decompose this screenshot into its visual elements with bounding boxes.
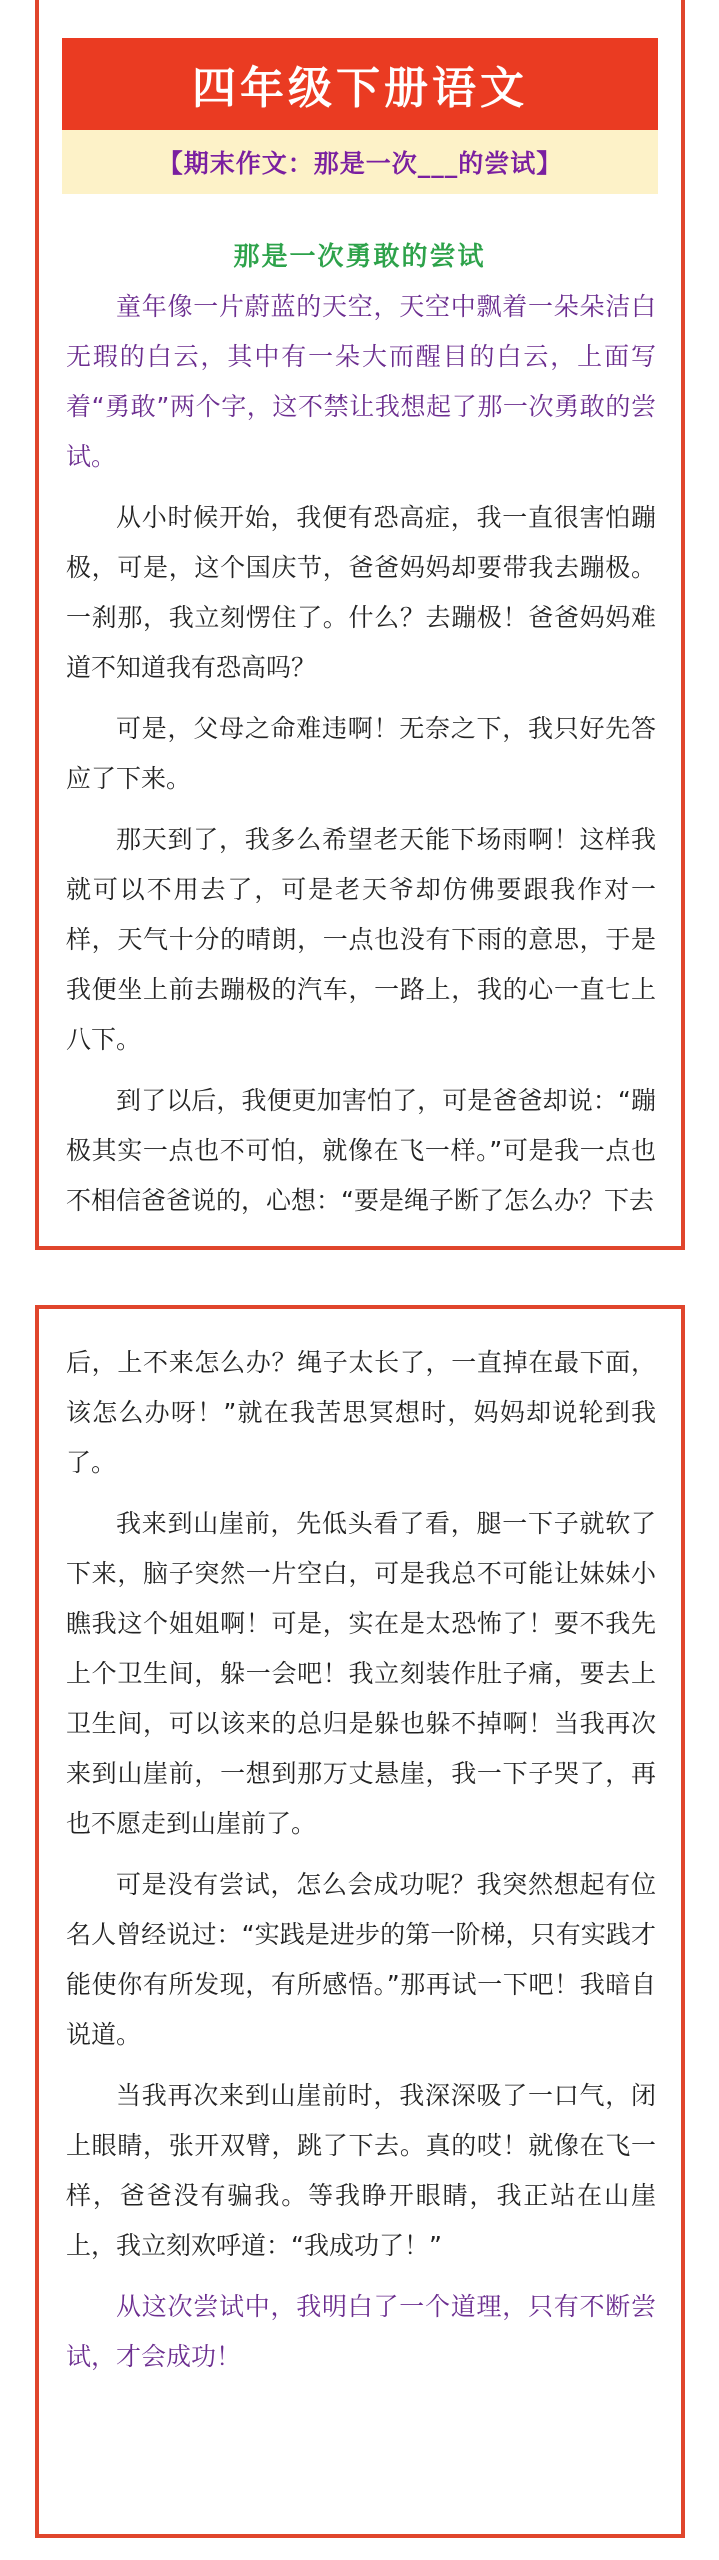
essay-paragraph: 后，上不来怎么办？绳子太长了，一直掉在最下面，该怎么办呀！”就在我苦思冥想时，妈妈却说轮到我了。	[66, 1348, 656, 1477]
essay-body-part-2	[66, 1338, 656, 2393]
essay-paragraph: 我来到山崖前，先低头看了看，腿一下子就软了下来，脑子突然一片空白，可是我总不可能让妹妹小瞧我这个姐姐啊！可是，实在是太恐怖了！要不我先上个卫生间，躲一会吧！我立刻装作肚子痛，要去上卫生间，可以该来的总归是躲也躲不掉啊！当我再次来到山崖前，一想到那万丈悬崖，我一下子哭了，再也不愿走到山崖前了。	[66, 1509, 656, 1838]
essay-paragraph: 当我再次来到山崖前时，我深深吸了一口气，闭上眼睛，张开双臂，跳了下去。真的哎！就像在飞一样，爸爸没有骗我。等我睁开眼睛，我正站在山崖上，我立刻欢呼道：“我成功了！”	[66, 2081, 656, 2260]
essay-body-part-1	[66, 282, 656, 1237]
essay-paragraph: 到了以后，我便更加害怕了，可是爸爸却说：“蹦极其实一点也不可怕，就像在飞一样。”可是我一点也不相信爸爸说的，心想：“要是绳子断了怎么办？下去	[66, 1086, 656, 1215]
essay-paragraph: 童年像一片蔚蓝的天空，天空中飘着一朵朵洁白无瑕的白云，其中有一朵大而醒目的白云，上面写着“勇敢”两个字，这不禁让我想起了那一次勇敢的尝试。	[66, 292, 656, 471]
subtitle-banner	[62, 130, 658, 194]
essay-paragraph: 从这次尝试中，我明白了一个道理，只有不断尝试，才会成功！	[66, 2292, 656, 2371]
title-banner	[62, 38, 658, 130]
page-title: 四年级下册语文	[192, 63, 528, 114]
essay-title: 那是一次勇敢的尝试	[233, 242, 486, 272]
essay-paragraph: 可是，父母之命难违啊！无奈之下，我只好先答应了下来。	[66, 714, 656, 793]
essay-paragraph: 从小时候开始，我便有恐高症，我一直很害怕蹦极，可是，这个国庆节，爸爸妈妈却要带我去蹦极。一刹那，我立刻愣住了。什么？去蹦极！爸爸妈妈难道不知道我有恐高吗？	[66, 503, 656, 682]
page-subtitle: 【期末作文：那是一次___的尝试】	[157, 149, 563, 178]
essay-paragraph: 那天到了，我多么希望老天能下场雨啊！这样我就可以不用去了，可是老天爷却仿佛要跟我作对一样，天气十分的晴朗，一点也没有下雨的意思，于是我便坐上前去蹦极的汽车，一路上，我的心一直七上八下。	[66, 825, 656, 1054]
essay-paragraph: 可是没有尝试，怎么会成功呢？我突然想起有位名人曾经说过：“实践是进步的第一阶梯，只有实践才能使你有所发现，有所感悟。”那再试一下吧！我暗自说道。	[66, 1870, 656, 2049]
